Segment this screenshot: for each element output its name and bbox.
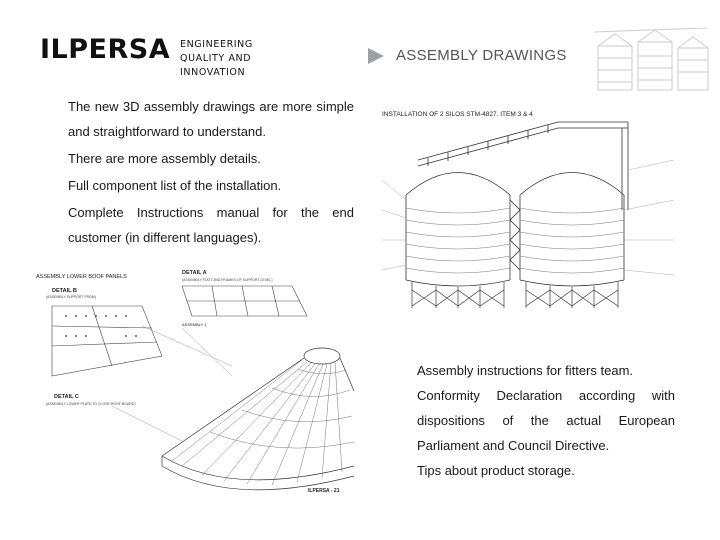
bullet-text: Full component list of the installation. — [68, 178, 282, 193]
list-item — [389, 358, 675, 383]
bullet-list-right — [389, 358, 675, 483]
detail-c-sub: (ASSEMBLY LOWER PLATE TO CLOSE ROOF BOARD) — [46, 402, 136, 406]
bullet-text: Tips about product storage. — [417, 463, 575, 478]
drawing-brand-label: ILPERSA - 21 — [308, 488, 340, 494]
section-title-text: ASSEMBLY DRAWINGS — [396, 47, 567, 64]
list-item — [40, 146, 354, 171]
detail-b-sub: (ASSEMBLY SUPPORT FROM) — [46, 295, 96, 299]
tagline-line-1: ENGINEERING — [180, 39, 253, 50]
silos-installation-drawing — [378, 100, 678, 310]
drawing-bottom-title: ASSEMBLY LOWER BOOF PANELS — [36, 274, 127, 280]
bullet-text: There are more assembly details. — [68, 151, 261, 166]
silos-corner-image — [588, 28, 714, 100]
bullet-list-left — [40, 94, 354, 252]
bullet-text: Assembly instructions for fitters team. — [417, 363, 634, 378]
detail-b-label: DETAIL B — [52, 288, 77, 294]
detail-c-label: DETAIL C — [54, 394, 79, 400]
section-title — [368, 47, 567, 64]
company-logo: ILPERSA — [40, 34, 171, 65]
bullet-text: Conformity Declaration according with dispositions of the actual European Parliament and Council Directive. — [417, 388, 675, 453]
tagline-line-3: INNOVATION — [180, 67, 246, 78]
tagline-line-2: QUALITY AND — [180, 53, 252, 64]
list-item — [389, 383, 675, 458]
company-tagline — [180, 38, 253, 80]
list-item — [40, 200, 354, 250]
bullet-text: Complete Instructions manual for the end customer (in different languages). — [68, 205, 354, 245]
list-item — [389, 458, 675, 483]
detail-a-sub: (ASSEMBLY FOOT 2ND FRAMES OF SUPPORT LEVEL) — [182, 278, 273, 282]
detail-a-label: DETAIL A — [182, 270, 207, 276]
list-item — [40, 94, 354, 144]
bullet-text: The new 3D assembly drawings are more simple and straightforward to understand. — [68, 99, 354, 139]
drawing-top-title: INSTALLATION OF 2 SILOS STM-4827. ITEM 3 & 4 — [382, 111, 533, 118]
list-item — [40, 173, 354, 198]
arrow-icon — [368, 48, 384, 64]
roof-assembly-drawing — [32, 266, 354, 504]
assembly-1-label: ASSEMBLY 1 — [182, 322, 207, 327]
